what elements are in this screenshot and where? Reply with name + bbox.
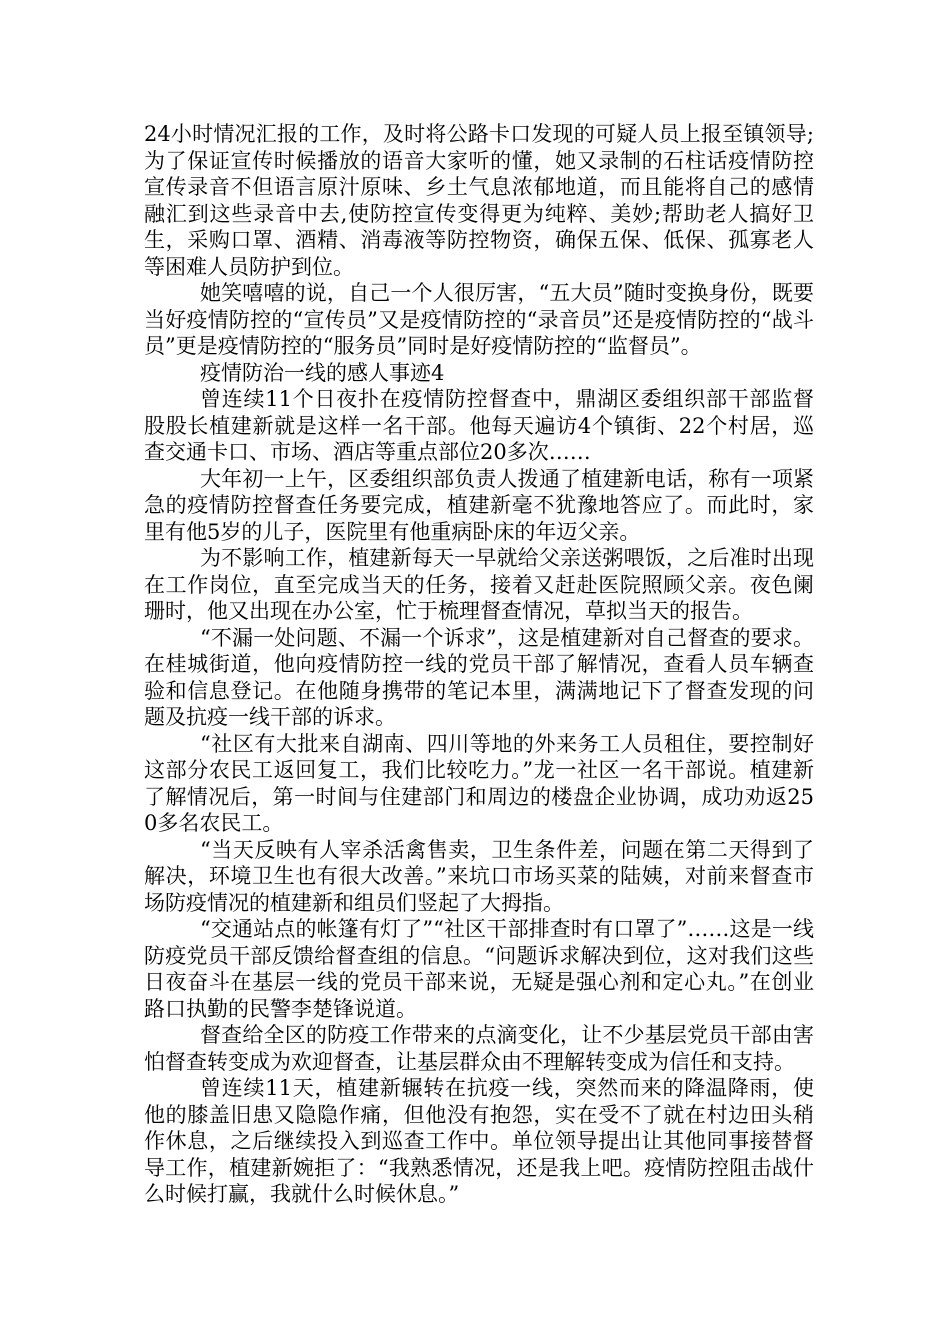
paragraph-inspection-intro: 曾连续11个日夜扑在疫情防控督查中，鼎湖区委组织部干部监督股股长植建新就是这样一名干部。他每天遍访4个镇街、22个村居，巡查交通卡口、市场、酒店等重点部位20多次…… [144,387,814,464]
paragraph-changes: 督查给全区的防疫工作带来的点滴变化，让不少基层党员干部由害怕督查转变成为欢迎督查，让基层群众由不理解转变成为信任和支持。 [144,1023,814,1074]
paragraph-new-year-call: 大年初一上午，区委组织部负责人拨通了植建新电话，称有一项紧急的疫情防控督查任务要完成，植建新毫不犹豫地答应了。而此时，家里有他5岁的儿子，医院里有他重病卧床的年迈父亲。 [144,466,814,544]
paragraph-eleven-days: 曾连续11天，植建新辗转在抗疫一线，突然而来的降温降雨，使他的膝盖旧患又隐隐作痛，但他没有抱怨，实在受不了就在村边田头稍作休息，之后继续投入到巡查工作中。单位领导提出让其他同事接替督导工作，植建新婉拒了：“我熟悉情况，还是我上吧。疫情防控阻击战什么时候打赢，我就什么时候休息。” [144,1076,814,1206]
section-heading: 疫情防治一线的感人事迹4 [200,360,445,385]
paragraph-community-workers: “社区有大批来自湖南、四川等地的外来务工人员租住，要控制好这部分农民工返回复工，我们比较吃力。”龙一社区一名干部说。植建新了解情况后，第一时间与住建部门和周边的楼盘企业协调，成功劝返250多名农民工。 [144,731,814,835]
paragraph-market-hygiene: “当天反映有人宰杀活禽售卖，卫生条件差，问题在第二天得到了解决，环境卫生也有很大改善。”来坑口市场买菜的陆姨，对前来督查市场防疫情况的植建新和组员们竖起了大拇指。 [144,837,814,915]
paragraph-no-omission: “不漏一处问题、不漏一个诉求”，这是植建新对自己督查的要求。在桂城街道，他向疫情防控一线的党员干部了解情况，查看人员车辆查验和信息登记。在他随身携带的笔记本里，满满地记下了督查发现的问题及抗疫一线干部的诉求。 [144,625,814,729]
paragraph-frontline-feedback: “交通站点的帐篷有灯了”“社区干部排查时有口罩了”……这是一线防疫党员干部反馈给督查组的信息。“问题诉求解决到位，这对我们这些日夜奋斗在基层一线的党员干部来说，无疑是强心剂和定心丸。”在创业路口执勤的民警李楚锋说道。 [144,917,814,1021]
paragraph-daily-routine: 为不影响工作，植建新每天一早就给父亲送粥喂饭，之后准时出现在工作岗位，直至完成当天的任务，接着又赶赴医院照顾父亲。夜色阑珊时，他又出现在办公室，忙于梳理督查情况，草拟当天的报告。 [144,546,814,623]
paragraph-continued-report: 24小时情况汇报的工作，及时将公路卡口发现的可疑人员上报至镇领导;为了保证宣传时候播放的语音大家听的懂，她又录制的石柱话疫情防控宣传录音不但语言原汁原味、乡土气息浓郁地道，而且能将自己的感情融汇到这些录音中去,使防控宣传变得更为纯粹、美妙;帮助老人搞好卫生，采购口罩、酒精、消毒液等防控物资，确保五保、低保、孤寡老人等困难人员防护到位。 [144,122,814,279]
paragraph-five-roles: 她笑嘻嘻的说，自己一个人很厉害，“五大员”随时变换身份，既要当好疫情防控的“宣传员”又是疫情防控的“录音员”还是疫情防控的“战斗员”更是疫情防控的“服务员”同时是好疫情防控的“监督员”。 [144,281,814,358]
document-body [144,121,814,1208]
